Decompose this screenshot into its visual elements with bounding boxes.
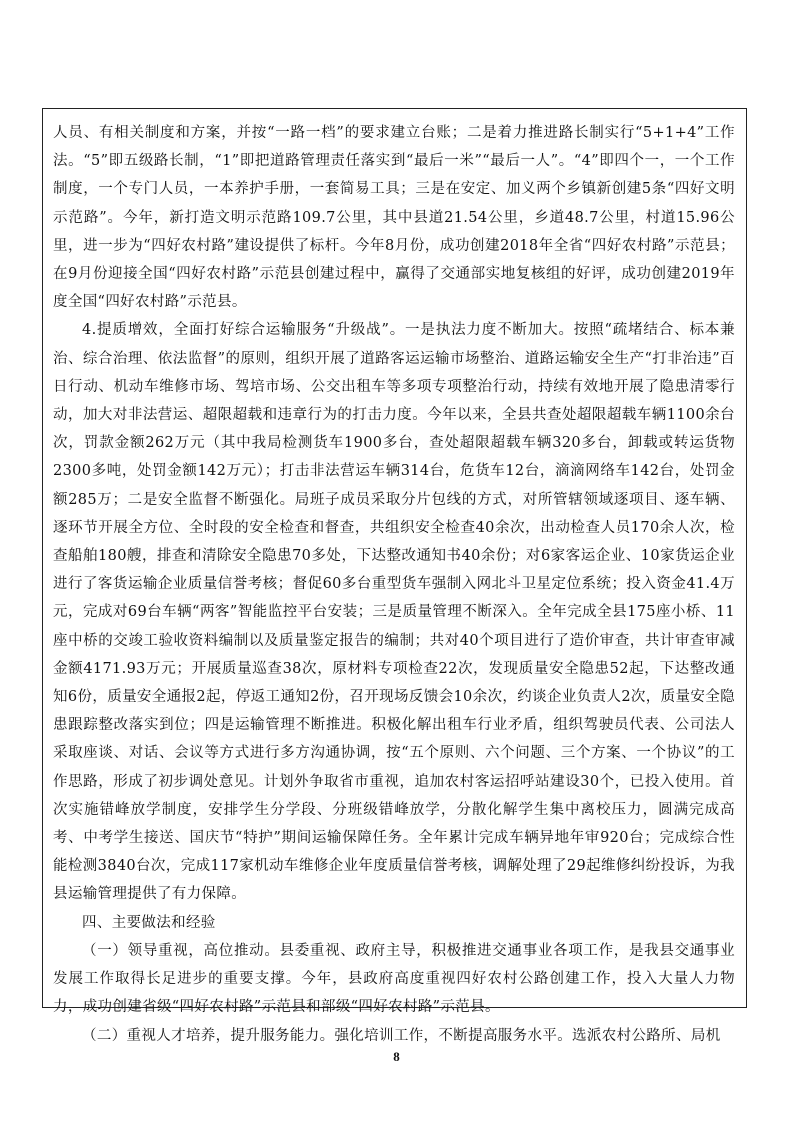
document-body [53, 119, 735, 1050]
page-frame [42, 108, 747, 1044]
paragraph-point-1: （一）领导重视，高位推动。县委重视、政府主导，积极推进交通事业各项工作，是我县交通事业发展工作取得长足进步的重要支撑。今年，县政府高度重视四好农村公路创建工作，投入大量人力物力，成功创建省级“四好农村路”示范县和部级“四好农村路”示范县。 [53, 942, 735, 1016]
paragraph-point-2: （二）重视人才培养，提升服务能力。强化培训工作，不断提高服务水平。选派农村公路所、局机 [82, 1027, 721, 1044]
section-heading-4: 四、主要做法和经验 [82, 914, 216, 931]
paragraph-continuation: 人员、有相关制度和方案，并按“一路一档”的要求建立台账；二是着力推进路长制实行“5+1+4”工作法。“5”即五级路长制，“1”即把道路管理责任落实到“最后一米”“最后一人”。“4”即四个一，一个工作制度，一个专门人员，一本养护手册，一套简易工具；三是在安定、加义两个乡镇新创建5条“四好文明示范路”。今年，新打造文明示范路109.7公里，其中县道21.54公里，乡道48.7公里，村道15.96公里，进一步为“四好农村路”建设提供了标杆。今年8月份，成功创建2018年全省“四好农村路”示范县；在9月份迎接全国“四好农村路”示范县创建过程中，赢得了交通部实地复核组的好评，成功创建2019年度全国“四好农村路”示范县。 [53, 125, 735, 311]
page-number: 8 [393, 1049, 400, 1064]
paragraph-item-4: 4.提质增效，全面打好综合运输服务“升级战”。一是执法力度不断加大。按照“疏堵结合、标本兼治、综合治理、依法监督”的原则，组织开展了道路客运运输市场整治、道路运输安全生产“打非治违”百日行动、机动车维修市场、驾培市场、公交出租车等多项专项整治行动，持续有效地开展了隐患清零行动，加大对非法营运、超限超载和违章行为的打击力度。今年以来，全县共查处超限超载车辆1100余台次，罚款金额262万元（其中我局检测货车1900多台，查处超限超载车辆320多台，卸载或转运货物2300多吨，处罚金额142万元）；打击非法营运车辆314台，危货车12台，滴滴网络车142台，处罚金额285万；二是安全监督不断强化。局班子成员采取分片包线的方式，对所管辖领域逐项目、逐车辆、逐环节开展全方位、全时段的安全检查和督查，共组织安全检查40余次，出动检查人员170余人次，检查船舶180艘，排查和清除安全隐患70多处，下达整改通知书40余份；对6家客运企业、10家货运企业进行了客货运输企业质量信誉考核；督促60多台重型货车强制入网北斗卫星定位系统；投入资金41.4万元，完成对69台车辆“两客”智能监控平台安装；三是质量管理不断深入。全年完成全县175座小桥、11 座中桥的交竣工验收资料编制以及质量鉴定报告的编制；共对40个项目进行了造价审查，共计审查审减金额4171.93万元；开展质量巡查38次，原材料专项检查22次，发现质量安全隐患52起，下达整改通知6份，质量安全通报2起，停返工通知2份，召开现场反馈会10余次，约谈企业负责人2次，质量安全隐患跟踪整改落实到位；四是运输管理不断推进。积极化解出租车行业矛盾，组织驾驶员代表、公司法人采取座谈、对话、会议等方式进行多方沟通协调，按“五个原则、六个问题、三个方案、一个协议”的工作思路，形成了初步调处意见。计划外争取省市重视，追加农村客运招呼站建设30个，已投入使用。首次实施错峰放学制度，安排学生分学段、分班级错峰放学，分散化解学生集中离校压力，圆满完成高考、中考学生接送、国庆节“特护”期间运输保障任务。全年累计完成车辆异地年审920台；完成综合性能检测3840台次，完成117家机动车维修企业年度质量信誉考核，调解处理了29起维修纠纷投诉，为我县运输管理提供了有力保障。 [53, 322, 735, 903]
